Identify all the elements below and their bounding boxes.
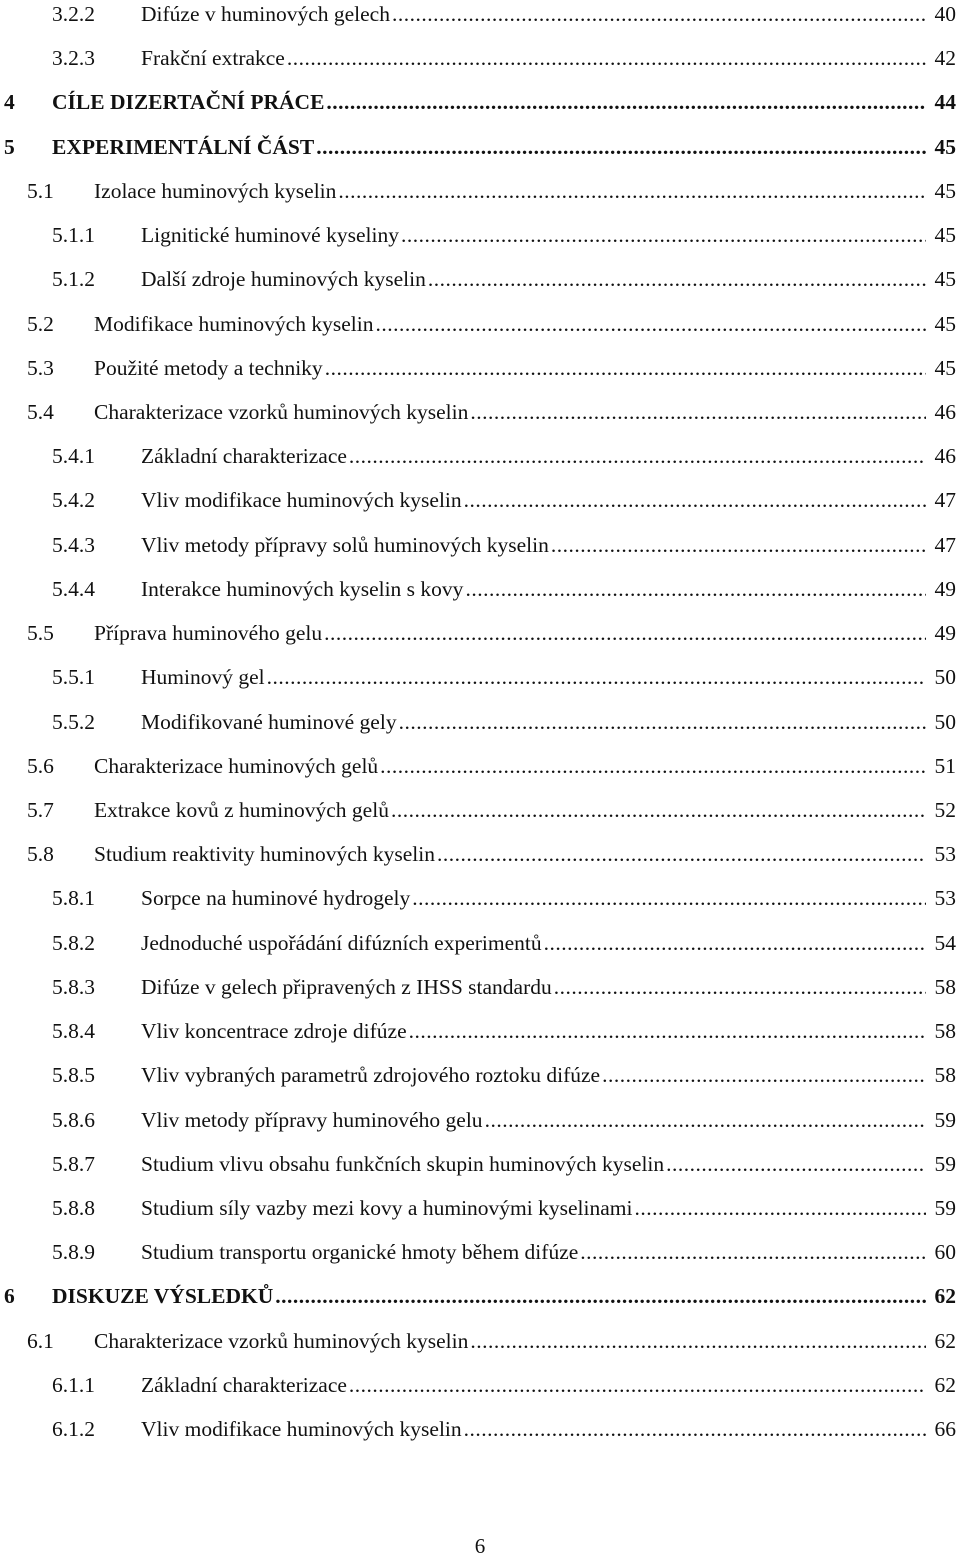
toc-entry-leader [52, 130, 926, 164]
dot-leader [551, 528, 926, 562]
toc-entry-leader [141, 1147, 926, 1181]
toc-entry-number: 5.8.2 [52, 930, 95, 955]
toc-entry[interactable] [0, 572, 960, 606]
toc-entry-title: Charakterizace vzorků huminových kyselin [94, 399, 469, 424]
toc-entry[interactable] [0, 660, 960, 694]
toc-entry-number: 5.4.4 [52, 576, 95, 601]
toc-entry-page: 45 [934, 223, 956, 248]
toc-entry-title: Příprava huminového gelu [94, 621, 323, 646]
dot-leader [464, 1412, 926, 1446]
toc-entry-leader [141, 483, 926, 517]
toc-entry-leader [141, 926, 926, 960]
toc-entry-page: 49 [934, 621, 956, 646]
toc-entry-page: 45 [934, 178, 956, 203]
toc-entry-page: 53 [934, 886, 956, 911]
dot-leader [401, 218, 926, 252]
toc-entry-page: 59 [934, 1107, 956, 1132]
toc-entry[interactable] [0, 616, 960, 650]
toc-entry-leader [141, 970, 926, 1004]
toc-entry-number: 5.8.5 [52, 1063, 95, 1088]
toc-entry[interactable] [0, 1103, 960, 1137]
toc-entry-number: 5.4 [27, 399, 54, 424]
toc-entry-title: Studium síly vazby mezi kovy a huminovými kyselinami [141, 1195, 633, 1220]
toc-entry-title: Charakterizace huminových gelů [94, 753, 379, 778]
toc-entry-title: Modifikované huminové gely [141, 709, 397, 734]
toc-entry[interactable] [0, 130, 960, 164]
toc-entry-page: 47 [934, 532, 956, 557]
toc-entry-page: 42 [934, 46, 956, 71]
dot-leader [634, 1191, 926, 1225]
dot-leader [287, 41, 926, 75]
dot-leader [391, 793, 926, 827]
toc-entry[interactable] [0, 41, 960, 75]
toc-entry-number: 5.1 [27, 178, 54, 203]
toc-entry-page: 59 [934, 1195, 956, 1220]
toc-entry-title: Extrakce kovů z huminových gelů [94, 797, 389, 822]
toc-entry[interactable] [0, 837, 960, 871]
dot-leader [437, 837, 926, 871]
toc-entry-title: Jednoduché uspořádání difúzních experimentů [141, 930, 542, 955]
toc-entry-number: 3.2.2 [52, 2, 95, 26]
dot-leader [326, 85, 926, 119]
toc-entry-number: 5.8.8 [52, 1195, 95, 1220]
dot-leader [666, 1147, 926, 1181]
toc-entry[interactable] [0, 793, 960, 827]
toc-entry[interactable] [0, 1279, 960, 1313]
toc-entry-leader [141, 1058, 926, 1092]
toc-entry[interactable] [0, 483, 960, 517]
toc-entry-number: 5.4.3 [52, 532, 95, 557]
toc-entry-number: 4 [4, 90, 15, 115]
toc-entry-number: 6 [4, 1284, 15, 1309]
toc-entry[interactable] [0, 307, 960, 341]
toc-entry[interactable] [0, 85, 960, 119]
toc-entry[interactable] [0, 1147, 960, 1181]
toc-entry-number: 6.1 [27, 1328, 54, 1353]
toc-entry[interactable] [0, 881, 960, 915]
dot-leader [412, 881, 926, 915]
toc-entry[interactable] [0, 926, 960, 960]
toc-entry-number: 5.4.1 [52, 444, 95, 469]
toc-entry-leader [141, 660, 926, 694]
toc-entry-leader [94, 174, 926, 208]
toc-entry-leader [141, 218, 926, 252]
toc-entry[interactable] [0, 749, 960, 783]
toc-entry[interactable] [0, 1412, 960, 1446]
toc-entry[interactable] [0, 1014, 960, 1048]
toc-entry[interactable] [0, 1235, 960, 1269]
toc-entry[interactable] [0, 1191, 960, 1225]
dot-leader [464, 483, 926, 517]
toc-entry-title: Použité metody a techniky [94, 355, 323, 380]
dot-leader [554, 970, 926, 1004]
toc-entry-leader [141, 1412, 926, 1446]
dot-leader [324, 616, 926, 650]
toc-entry-title: Studium vlivu obsahu funkčních skupin huminových kyselin [141, 1151, 665, 1176]
toc-entry-leader [141, 1014, 926, 1048]
toc-entry-title: Vliv metody přípravy huminového gelu [141, 1107, 483, 1132]
toc-entry-title: Izolace huminových kyselin [94, 178, 337, 203]
toc-entry[interactable] [0, 395, 960, 429]
toc-entry-page: 49 [934, 576, 956, 601]
toc-entry-page: 44 [934, 90, 956, 115]
toc-entry-title: Vliv modifikace huminových kyselin [141, 1417, 462, 1442]
dot-leader [470, 395, 926, 429]
toc-entry-page: 59 [934, 1151, 956, 1176]
toc-entry-leader [141, 528, 926, 562]
toc-entry-page: 60 [934, 1240, 956, 1265]
toc-entry-title: Frakční extrakce [141, 46, 285, 71]
toc-entry-title: Interakce huminových kyselin s kovy [141, 576, 464, 601]
toc-entry-title: Sorpce na huminové hydrogely [141, 886, 411, 911]
dot-leader [470, 1324, 926, 1358]
toc-entry-leader [141, 572, 926, 606]
toc-entry-title: Lignitické huminové kyseliny [141, 223, 399, 248]
toc-entry-title: EXPERIMENTÁLNÍ ČÁST [52, 134, 315, 159]
toc-entry-leader [141, 881, 926, 915]
toc-entry-page: 45 [934, 134, 956, 159]
toc-entry-leader [141, 262, 926, 296]
toc-entry-title: Základní charakterizace [141, 444, 347, 469]
toc-entry-number: 5.4.2 [52, 488, 95, 513]
toc-entry-title: Vliv modifikace huminových kyselin [141, 488, 462, 513]
dot-leader [409, 1014, 926, 1048]
toc-entry[interactable] [0, 174, 960, 208]
toc-entry-page: 45 [934, 355, 956, 380]
toc-entry-page: 45 [934, 267, 956, 292]
dot-leader [465, 572, 926, 606]
toc-entry-page: 51 [934, 753, 956, 778]
toc-entry[interactable] [0, 0, 960, 31]
toc-entry-number: 5.6 [27, 753, 54, 778]
dot-leader [580, 1235, 926, 1269]
toc-entry-title: Vliv koncentrace zdroje difúze [141, 1019, 407, 1044]
dot-leader [544, 926, 926, 960]
toc-entry-leader [141, 1103, 926, 1137]
toc-entry-number: 5.5.2 [52, 709, 95, 734]
dot-leader [375, 307, 926, 341]
toc-entry-number: 5.1.2 [52, 267, 95, 292]
toc-entry[interactable] [0, 218, 960, 252]
toc-entry-number: 6.1.2 [52, 1417, 95, 1442]
toc-entry-title: Základní charakterizace [141, 1372, 347, 1397]
dot-leader [338, 174, 926, 208]
dot-leader [485, 1103, 926, 1137]
toc-entry-page: 50 [934, 665, 956, 690]
toc-entry[interactable] [0, 262, 960, 296]
toc-entry-number: 5.8.3 [52, 974, 95, 999]
toc-entry-title: Difúze v huminových gelech [141, 2, 390, 26]
toc-entry[interactable] [0, 1058, 960, 1092]
toc-entry-page: 46 [934, 444, 956, 469]
toc-entry-page: 46 [934, 399, 956, 424]
toc-entry-leader [141, 41, 926, 75]
toc-entry-leader [94, 351, 926, 385]
dot-leader [392, 0, 926, 31]
toc-entry[interactable] [0, 439, 960, 473]
toc-entry-page: 58 [934, 1063, 956, 1088]
dot-leader [316, 130, 926, 164]
toc-entry-number: 5.1.1 [52, 223, 95, 248]
toc-entry-title: CÍLE DIZERTAČNÍ PRÁCE [52, 90, 325, 115]
toc-entry-page: 62 [934, 1328, 956, 1353]
dot-leader [428, 262, 926, 296]
toc-entry-leader [94, 307, 926, 341]
toc-entry-leader [141, 1235, 926, 1269]
toc-entry-leader [141, 439, 926, 473]
toc-entry-page: 45 [934, 311, 956, 336]
toc-entry-leader [141, 0, 926, 31]
toc-entry-leader [94, 616, 926, 650]
toc-entry-leader [94, 395, 926, 429]
toc-entry-leader [52, 1279, 926, 1313]
toc-entry-page: 40 [934, 2, 956, 26]
toc-entry-leader [94, 837, 926, 871]
toc-entry-number: 5.8.1 [52, 886, 95, 911]
toc-entry-number: 5.8.9 [52, 1240, 95, 1265]
toc-entry-title: Vliv vybraných parametrů zdrojového roztoku difúze [141, 1063, 601, 1088]
toc-entry-number: 5.5 [27, 621, 54, 646]
dot-leader [380, 749, 926, 783]
toc-entry[interactable] [0, 528, 960, 562]
toc-entry-title: Vliv metody přípravy solů huminových kyselin [141, 532, 549, 557]
toc-entry-leader [94, 749, 926, 783]
toc-entry-page: 50 [934, 709, 956, 734]
toc-entry-leader [141, 1368, 926, 1402]
toc-entry[interactable] [0, 1324, 960, 1358]
toc-entry-page: 52 [934, 797, 956, 822]
toc-entry-page: 47 [934, 488, 956, 513]
dot-leader [399, 705, 926, 739]
toc-entry-title: Huminový gel [141, 665, 265, 690]
toc-entry-title: Modifikace huminových kyselin [94, 311, 374, 336]
toc-entry-page: 66 [934, 1417, 956, 1442]
toc-entry-title: Studium reaktivity huminových kyselin [94, 842, 435, 867]
toc-entry-leader [141, 705, 926, 739]
dot-leader [602, 1058, 926, 1092]
dot-leader [325, 351, 926, 385]
toc-entry-page: 54 [934, 930, 956, 955]
toc-entry-number: 5 [4, 134, 15, 159]
toc-entry-number: 5.8 [27, 842, 54, 867]
toc-entry-title: Studium transportu organické hmoty během difúze [141, 1240, 579, 1265]
toc-entry-page: 58 [934, 974, 956, 999]
toc-entry-number: 5.8.6 [52, 1107, 95, 1132]
toc-entry-number: 6.1.1 [52, 1372, 95, 1397]
toc-entry-number: 5.7 [27, 797, 54, 822]
dot-leader [349, 439, 926, 473]
toc-entry-leader [52, 85, 926, 119]
dot-leader [349, 1368, 926, 1402]
toc-entry[interactable] [0, 970, 960, 1004]
toc-entry-number: 5.2 [27, 311, 54, 336]
toc-entry-title: DISKUZE VÝSLEDKŮ [52, 1284, 274, 1309]
dot-leader [275, 1279, 926, 1313]
toc-entry-number: 5.8.7 [52, 1151, 95, 1176]
toc-entry-page: 62 [934, 1284, 956, 1309]
toc-entry[interactable] [0, 1368, 960, 1402]
toc-entry-number: 5.8.4 [52, 1019, 95, 1044]
toc-entry-leader [141, 1191, 926, 1225]
toc-entry-leader [94, 1324, 926, 1358]
toc-entry-page: 62 [934, 1372, 956, 1397]
toc-entry-title: Difúze v gelech připravených z IHSS standardu [141, 974, 552, 999]
toc-entry-title: Charakterizace vzorků huminových kyselin [94, 1328, 469, 1353]
toc-entry-leader [94, 793, 926, 827]
toc-entry-number: 5.3 [27, 355, 54, 380]
toc-entry-number: 5.5.1 [52, 665, 95, 690]
toc-entry-page: 58 [934, 1019, 956, 1044]
toc-entry[interactable] [0, 351, 960, 385]
dot-leader [267, 660, 926, 694]
toc-entry-title: Další zdroje huminových kyselin [141, 267, 426, 292]
toc-entry[interactable] [0, 705, 960, 739]
toc-entry-page: 53 [934, 842, 956, 867]
page-number: 6 [474, 1534, 486, 1558]
toc-entry-number: 3.2.3 [52, 46, 95, 71]
